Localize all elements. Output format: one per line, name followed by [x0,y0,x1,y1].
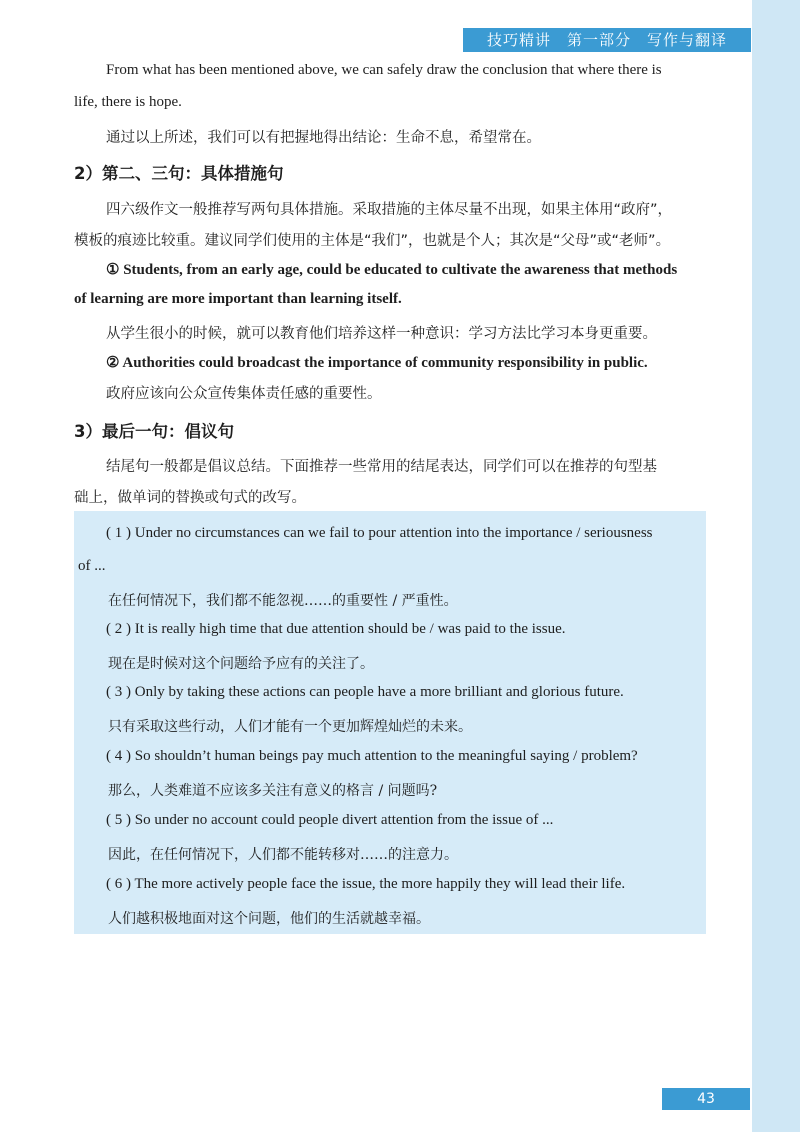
tip3-zh: 只有采取这些行动，人们才能有一个更加辉煌灿烂的未来。 [108,719,472,735]
example1-zh: 从学生很小的时候，就可以教育他们培养这样一种意识：学习方法比学习本身更重要。 [106,326,657,342]
tip6-en: ( 6 ) The more actively people face the issue, the more happily they will lead their life. [106,876,626,892]
tip1-en-line2: of ... [78,558,106,574]
example2-en: ② Authorities could broadcast the importance of community responsibility in public. [106,355,648,371]
tip2-en: ( 2 ) It is really high time that due attention should be / was paid to the issue. [106,621,566,637]
section2-desc-line2: 模板的痕迹比较重。建议同学们使用的主体是“我们”，也就是个人；其次是“父母”或“老师”。 [74,233,671,249]
section3-heading: 3）最后一句：倡议句 [74,422,234,441]
example1-en-line2: of learning are more important than learning itself. [74,291,402,307]
tip3-en: ( 3 ) Only by taking these actions can people have a more brilliant and glorious future. [106,684,624,700]
intro-zh: 通过以上所述，我们可以有把握地得出结论：生命不息，希望常在。 [106,130,541,146]
tip5-en: ( 5 ) So under no account could people divert attention from the issue of ... [106,812,554,828]
intro-en-line2: life, there is hope. [74,94,182,110]
intro-en-line1: From what has been mentioned above, we can safely draw the conclusion that where there is [106,62,662,78]
tip4-zh: 那么，人类难道不应该多关注有意义的格言 / 问题吗? [108,783,438,799]
tip2-zh: 现在是时候对这个问题给予应有的关注了。 [108,656,374,672]
side-strip [752,0,800,1132]
tip5-zh: 因此，在任何情况下，人们都不能转移对……的注意力。 [108,847,458,863]
section2-desc-line1: 四六级作文一般推荐写两句具体措施。采取措施的主体尽量不出现，如果主体用“政府”， [106,202,673,218]
tip4-en: ( 4 ) So shouldn’t human beings pay much attention to the meaningful saying / problem? [106,748,638,764]
section3-desc-line2: 础上，做单词的替换或句式的改写。 [74,490,306,506]
example2-zh: 政府应该向公众宣传集体责任感的重要性。 [106,386,382,402]
chapter-header: 技巧精讲 第一部分 写作与翻译 [463,28,751,52]
tip6-zh: 人们越积极地面对这个问题，他们的生活就越幸福。 [108,911,430,927]
section3-desc-line1: 结尾句一般都是倡议总结。下面推荐一些常用的结尾表达，同学们可以在推荐的句型基 [106,459,657,475]
tip1-zh: 在任何情况下，我们都不能忽视……的重要性 / 严重性。 [108,593,458,609]
example1-en-line1: ① Students, from an early age, could be educated to cultivate the awareness that methods [106,262,678,278]
page-number: 43 [662,1088,750,1110]
tip1-en-line1: ( 1 ) Under no circumstances can we fail to pour attention into the importance / seriousness [106,525,653,541]
section2-heading: 2）第二、三句：具体措施句 [74,164,284,183]
